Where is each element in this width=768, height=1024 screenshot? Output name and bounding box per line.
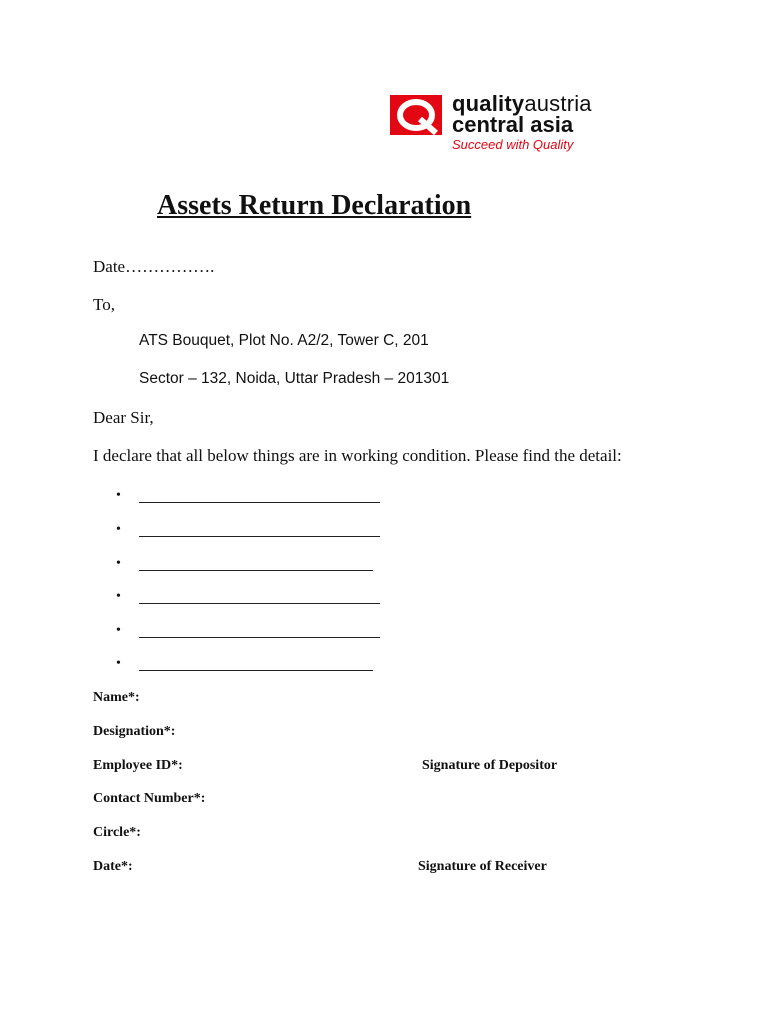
company-logo (390, 93, 680, 153)
address-line-2: Sector – 132, Noida, Uttar Pradesh – 201301 (139, 370, 450, 387)
bullet-marker: • (116, 656, 121, 671)
logo-tagline: Succeed with Quality (452, 137, 574, 152)
logo-q-mark (390, 95, 442, 135)
logo-austria: austria (524, 91, 592, 116)
logo-quality: quality (452, 91, 525, 116)
field-date: Date*: (93, 859, 133, 874)
bullet-marker: • (116, 589, 121, 604)
bullet-marker: • (116, 522, 121, 537)
asset-entry-line[interactable] (139, 570, 373, 571)
bullet-marker: • (116, 488, 121, 503)
document-title: Assets Return Declaration (157, 190, 472, 221)
bullet-marker: • (116, 556, 121, 571)
field-name: Name*: (93, 690, 140, 705)
date-line: Date……………. (93, 257, 215, 276)
greeting: Dear Sir, (93, 408, 154, 427)
field-designation: Designation*: (93, 724, 176, 739)
asset-entry-line[interactable] (139, 670, 373, 671)
bullet-marker: • (116, 623, 121, 638)
signature-depositor-label: Signature of Depositor (422, 758, 558, 773)
field-contact-number: Contact Number*: (93, 791, 206, 806)
field-employee-id: Employee ID*: (93, 758, 183, 773)
asset-entry-line[interactable] (139, 502, 380, 503)
declaration-text: I declare that all below things are in working condition. Please find the detail: (93, 446, 622, 465)
q-icon (390, 95, 442, 135)
asset-entry-line[interactable] (139, 536, 380, 537)
signature-receiver-label: Signature of Receiver (418, 859, 547, 874)
asset-entry-line[interactable] (139, 637, 380, 638)
field-circle: Circle*: (93, 825, 141, 840)
logo-wordmark-line2: central asia (452, 112, 574, 137)
salutation-to: To, (93, 295, 115, 314)
asset-entry-line[interactable] (139, 603, 380, 604)
address-line-1: ATS Bouquet, Plot No. A2/2, Tower C, 201 (139, 332, 429, 349)
